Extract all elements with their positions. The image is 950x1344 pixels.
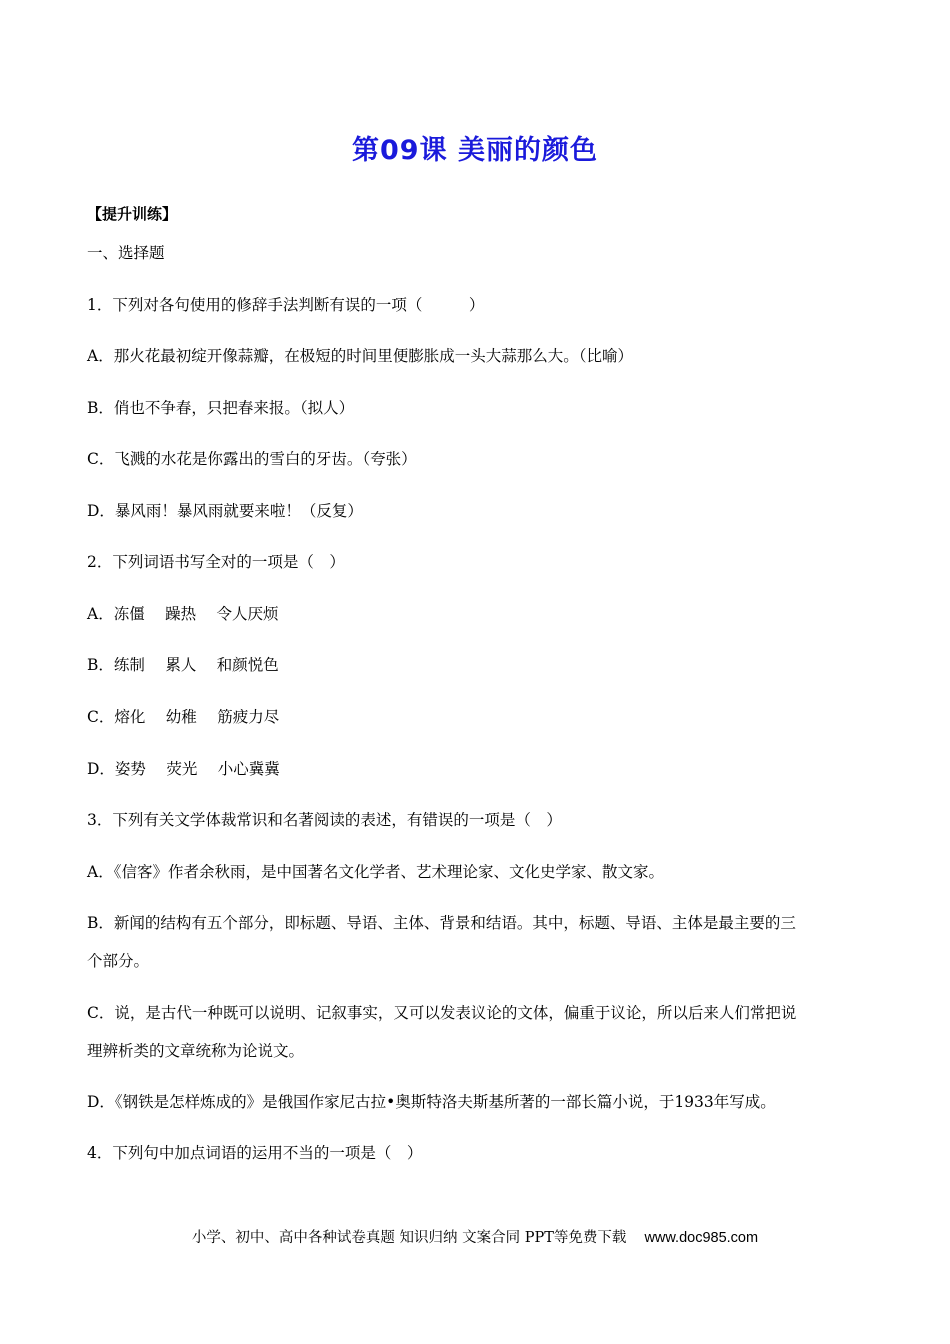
question-3-option-b-line2: 个部分。	[87, 952, 150, 970]
footer-link[interactable]: www.doc985.com	[644, 1230, 759, 1246]
page-title: 第09课 美丽的颜色	[352, 135, 598, 166]
question-1-option-b: B．俏也不争春，只把春来报。（拟人）	[87, 399, 355, 417]
question-3-option-b-line1: B．新闻的结构有五个部分，即标题、导语、主体、背景和结语。其中，标题、导语、主体是最主要的三	[87, 914, 796, 932]
question-2-option-d: D．姿势 荧光 小心冀冀	[87, 760, 280, 778]
question-2-stem: 2．下列词语书写全对的一项是（ ）	[87, 553, 345, 571]
question-2-option-c: C．熔化 幼稚 筋疲力尽	[87, 708, 280, 726]
section-heading: 【提升训练】	[87, 205, 178, 223]
question-2-option-b: B．练制 累人 和颜悦色	[87, 656, 279, 674]
question-1-stem: 1．下列对各句使用的修辞手法判断有误的一项（ ）	[87, 296, 485, 314]
question-3-option-d: D．《钢铁是怎样炼成的》是俄国作家尼古拉•奥斯特洛夫斯基所著的一部长篇小说，于1933年写成。	[87, 1093, 776, 1111]
question-3-stem: 3．下列有关文学体裁常识和名著阅读的表述，有错误的一项是（ ）	[87, 811, 562, 829]
question-3-option-c-line1: C．说，是古代一种既可以说明、记叙事实，又可以发表议论的文体，偏重于议论，所以后来人们常把说	[87, 1004, 797, 1022]
question-3-option-a: A．《信客》作者余秋雨，是中国著名文化学者、艺术理论家、文化史学家、散文家。	[87, 863, 664, 881]
question-1-option-c: C．飞溅的水花是你露出的雪白的牙齿。（夸张）	[87, 450, 417, 468]
question-2-option-a: A．冻僵 躁热 令人厌烦	[87, 605, 279, 623]
question-1-option-d: D．暴风雨！暴风雨就要来啦！（反复）	[87, 502, 363, 520]
page-footer	[0, 1226, 950, 1247]
part-heading: 一、选择题	[87, 244, 165, 262]
question-4-stem: 4．下列句中加点词语的运用不当的一项是（ ）	[87, 1144, 423, 1162]
footer-text: 小学、初中、高中各种试卷真题 知识归纳 文案合同 PPT等免费下载	[191, 1230, 627, 1246]
question-1-option-a: A．那火花最初绽开像蒜瓣，在极短的时间里便膨胀成一头大蒜那么大。（比喻）	[87, 347, 633, 365]
question-3-option-c-line2: 理辨析类的文章统称为论说文。	[87, 1042, 305, 1060]
